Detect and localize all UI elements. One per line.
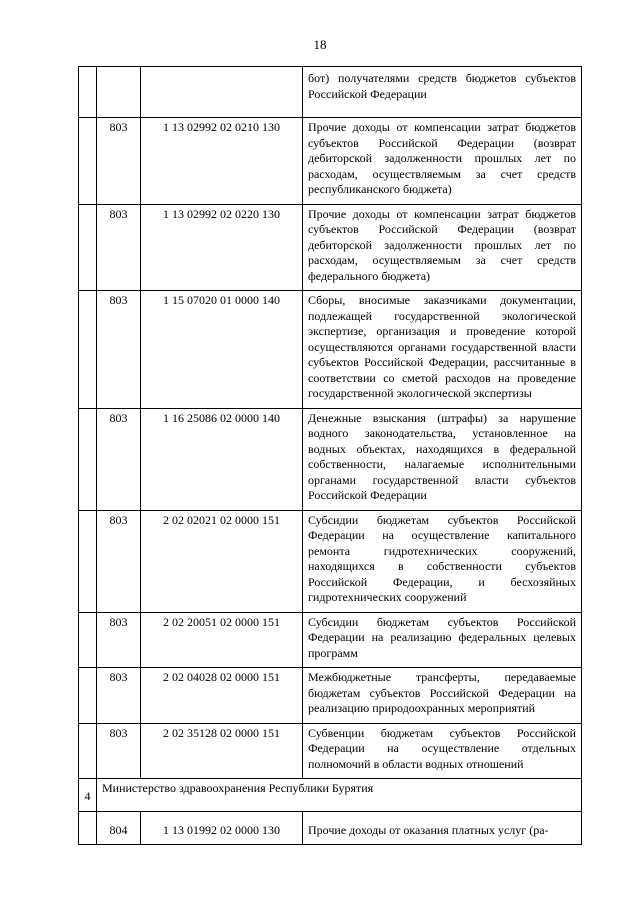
revenue-name-cell: Прочие доходы от компенсации затрат бюджетов субъектов Российской Федерации (возврат дебиторской задолженности прошлых лет по расходам, осуществляемым за счет средств республиканского бюджета) xyxy=(303,118,582,205)
revenue-name-cell: Денежные взыскания (штрафы) за нарушение водного законодательства, установленное на водных объектах, находящихся в федеральной собственности, налагаемые исполнительными органами государственной власти субъектов Российской Федерации xyxy=(303,408,582,510)
row-number-cell xyxy=(79,118,97,205)
table-row xyxy=(79,204,582,291)
admin-code-cell: 803 xyxy=(97,510,141,612)
table-row xyxy=(79,408,582,510)
kbk-code-cell: 2 02 04028 02 0000 151 xyxy=(141,668,303,724)
admin-code-cell xyxy=(97,67,141,118)
section-row xyxy=(79,779,582,812)
table-row xyxy=(79,668,582,724)
kbk-code-cell: 1 13 02992 02 0210 130 xyxy=(141,118,303,205)
admin-code-cell: 804 xyxy=(97,811,141,845)
row-number-cell xyxy=(79,510,97,612)
admin-code-cell: 803 xyxy=(97,291,141,409)
admin-code-cell: 803 xyxy=(97,612,141,668)
kbk-code-cell: 2 02 20051 02 0000 151 xyxy=(141,612,303,668)
kbk-code-cell: 1 15 07020 01 0000 140 xyxy=(141,291,303,409)
kbk-code-cell: 2 02 02021 02 0000 151 xyxy=(141,510,303,612)
admin-code-cell: 803 xyxy=(97,118,141,205)
kbk-code-cell: 1 16 25086 02 0000 140 xyxy=(141,408,303,510)
revenue-administrators-table xyxy=(78,66,582,845)
revenue-name-cell: Межбюджетные трансферты, передаваемые бюджетам субъектов Российской Федерации на реализацию природоохранных мероприятий xyxy=(303,668,582,724)
table-row xyxy=(79,723,582,779)
table-row xyxy=(79,811,582,845)
table-row xyxy=(79,291,582,409)
table-row xyxy=(79,612,582,668)
admin-code-cell: 803 xyxy=(97,668,141,724)
kbk-code-cell xyxy=(141,67,303,118)
row-number-cell xyxy=(79,204,97,291)
row-number-cell xyxy=(79,67,97,118)
row-number-cell xyxy=(79,612,97,668)
revenue-name-cell: Субсидии бюджетам субъектов Российской Федерации на осуществление капитального ремонта гидротехнических сооружений, находящихся в собственности субъектов Российской Федерации, и бесхозяйных гидротехнических сооружений xyxy=(303,510,582,612)
table-row xyxy=(79,118,582,205)
row-number-cell xyxy=(79,408,97,510)
row-number-cell xyxy=(79,291,97,409)
row-number-cell xyxy=(79,668,97,724)
admin-code-cell: 803 xyxy=(97,204,141,291)
revenue-name-cell: бот) получателями средств бюджетов субъектов Российской Федерации xyxy=(303,67,582,118)
page-number: 18 xyxy=(313,37,327,52)
admin-code-cell: 803 xyxy=(97,723,141,779)
revenue-name-cell: Субсидии бюджетам субъектов Российской Федерации на реализацию федеральных целевых программ xyxy=(303,612,582,668)
admin-code-cell: 803 xyxy=(97,408,141,510)
row-number-cell xyxy=(79,811,97,845)
kbk-code-cell: 1 13 02992 02 0220 130 xyxy=(141,204,303,291)
table-row xyxy=(79,510,582,612)
table-row xyxy=(79,67,582,118)
kbk-code-cell: 2 02 35128 02 0000 151 xyxy=(141,723,303,779)
kbk-code-cell: 1 13 01992 02 0000 130 xyxy=(141,811,303,845)
revenue-name-cell: Прочие доходы от компенсации затрат бюджетов субъектов Российской Федерации (возврат дебиторской задолженности прошлых лет по расходам, осуществляемым за счет средств федерального бюджета) xyxy=(303,204,582,291)
revenue-name-cell: Субвенции бюджетам субъектов Российской Федерации на осуществление отдельных полномочий в области водных отношений xyxy=(303,723,582,779)
row-number-cell xyxy=(79,723,97,779)
section-title: Министерство здравоохранения Республики Бурятия xyxy=(97,779,582,812)
revenue-name-cell: Сборы, вносимые заказчиками документации, подлежащей государственной экологической экспертизе, организация и проведение которой осуществляются органами государственной власти субъектов Российской Федерации, рассчитанные в соответствии со сметой расходов на проведение государственной экологической экспертизы xyxy=(303,291,582,409)
section-number: 4 xyxy=(79,779,97,812)
revenue-name-cell: Прочие доходы от оказания платных услуг (ра- xyxy=(303,811,582,845)
